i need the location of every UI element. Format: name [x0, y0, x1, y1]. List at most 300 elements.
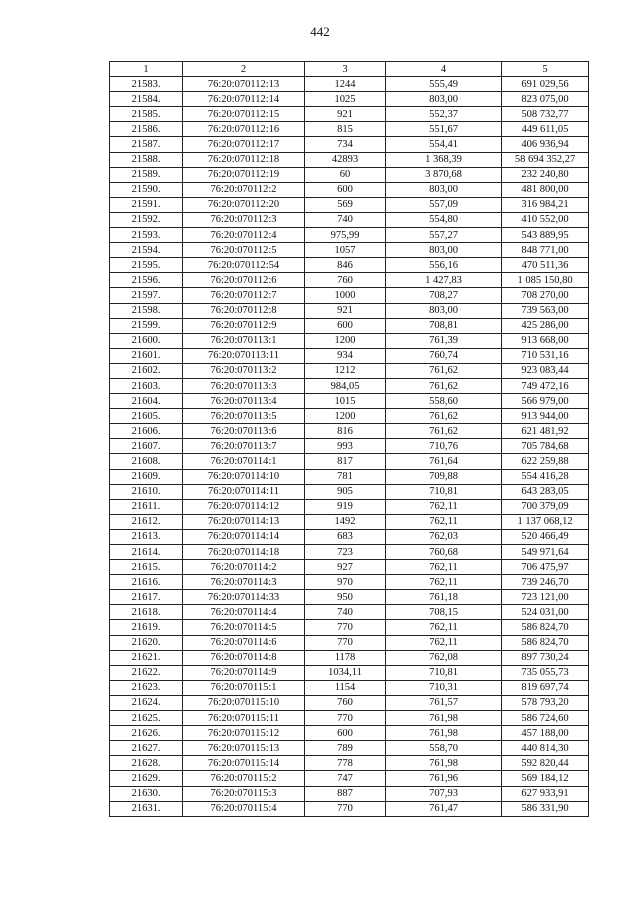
table-cell: 440 814,30 [502, 741, 589, 756]
table-cell: 410 552,00 [502, 212, 589, 227]
table-row [110, 469, 589, 484]
table-cell: 76:20:070114:14 [183, 529, 305, 544]
table-cell: 21594. [110, 243, 183, 258]
table-cell: 760,68 [386, 545, 502, 560]
table-cell: 710,31 [386, 680, 502, 695]
table-row [110, 590, 589, 605]
table-cell: 770 [305, 801, 386, 816]
column-header: 2 [183, 62, 305, 77]
column-header: 1 [110, 62, 183, 77]
table-row [110, 665, 589, 680]
table-cell: 803,00 [386, 182, 502, 197]
table-cell: 762,11 [386, 514, 502, 529]
table-cell: 770 [305, 711, 386, 726]
table-cell: 76:20:070114:4 [183, 605, 305, 620]
table-cell: 761,39 [386, 333, 502, 348]
table-row [110, 545, 589, 560]
table-cell: 710 531,16 [502, 348, 589, 363]
column-header: 4 [386, 62, 502, 77]
table-cell: 803,00 [386, 243, 502, 258]
table-cell: 710,81 [386, 665, 502, 680]
table-cell: 76:20:070114:3 [183, 575, 305, 590]
table-cell: 21631. [110, 801, 183, 816]
table-row [110, 529, 589, 544]
table-row [110, 363, 589, 378]
table-cell: 76:20:070114:13 [183, 514, 305, 529]
table-row [110, 152, 589, 167]
table-cell: 524 031,00 [502, 605, 589, 620]
table-cell: 739 246,70 [502, 575, 589, 590]
table-cell: 760 [305, 273, 386, 288]
table-row [110, 228, 589, 243]
table-cell: 762,11 [386, 575, 502, 590]
table-cell: 993 [305, 439, 386, 454]
table-cell: 21629. [110, 771, 183, 786]
table-row [110, 635, 589, 650]
table-row [110, 711, 589, 726]
table-cell: 600 [305, 182, 386, 197]
table-cell: 586 724,60 [502, 711, 589, 726]
table-cell: 21598. [110, 303, 183, 318]
table-row [110, 454, 589, 469]
table-cell: 21584. [110, 92, 183, 107]
table-cell: 683 [305, 529, 386, 544]
table-cell: 232 240,80 [502, 167, 589, 182]
table-cell: 76:20:070112:17 [183, 137, 305, 152]
table-cell: 21595. [110, 258, 183, 273]
table-row [110, 786, 589, 801]
table-row [110, 92, 589, 107]
table-row [110, 680, 589, 695]
table-cell: 76:20:070113:5 [183, 409, 305, 424]
table-cell: 76:20:070112:3 [183, 212, 305, 227]
table-cell: 984,05 [305, 378, 386, 393]
table-cell: 42893 [305, 152, 386, 167]
table-cell: 921 [305, 107, 386, 122]
table-cell: 761,96 [386, 771, 502, 786]
table-cell: 481 800,00 [502, 182, 589, 197]
table-cell: 789 [305, 741, 386, 756]
column-header: 5 [502, 62, 589, 77]
table-cell: 761,98 [386, 756, 502, 771]
table-cell: 586 331,90 [502, 801, 589, 816]
table-cell: 76:20:070112:13 [183, 77, 305, 92]
table-cell: 761,98 [386, 711, 502, 726]
table-cell: 905 [305, 484, 386, 499]
table-cell: 449 611,05 [502, 122, 589, 137]
table-cell: 761,57 [386, 695, 502, 710]
table-cell: 739 563,00 [502, 303, 589, 318]
table-cell: 21606. [110, 424, 183, 439]
table-cell: 76:20:070115:10 [183, 695, 305, 710]
page-number: 442 [310, 24, 330, 39]
table-cell: 76:20:070115:13 [183, 741, 305, 756]
table-cell: 76:20:070114:6 [183, 635, 305, 650]
table-cell: 76:20:070114:33 [183, 590, 305, 605]
table-cell: 21604. [110, 394, 183, 409]
table-cell: 740 [305, 212, 386, 227]
header-row [110, 62, 589, 77]
table-cell: 21583. [110, 77, 183, 92]
table-cell: 520 466,49 [502, 529, 589, 544]
table-cell: 21590. [110, 182, 183, 197]
table-cell: 897 730,24 [502, 650, 589, 665]
table-cell: 600 [305, 318, 386, 333]
table-row [110, 756, 589, 771]
table-cell: 586 824,70 [502, 620, 589, 635]
table-cell: 803,00 [386, 92, 502, 107]
table-cell: 554,41 [386, 137, 502, 152]
table-cell: 747 [305, 771, 386, 786]
table-cell: 21623. [110, 680, 183, 695]
table-cell: 823 075,00 [502, 92, 589, 107]
table-cell: 76:20:070113:7 [183, 439, 305, 454]
table-cell: 708,27 [386, 288, 502, 303]
table-cell: 781 [305, 469, 386, 484]
table-cell: 803,00 [386, 303, 502, 318]
table-cell: 316 984,21 [502, 197, 589, 212]
table-cell: 558,70 [386, 741, 502, 756]
table-cell: 708,81 [386, 318, 502, 333]
table-cell: 1 137 068,12 [502, 514, 589, 529]
table-cell: 21614. [110, 545, 183, 560]
table-cell: 740 [305, 605, 386, 620]
table-cell: 76:20:070115:12 [183, 726, 305, 741]
table-cell: 846 [305, 258, 386, 273]
table-cell: 1015 [305, 394, 386, 409]
table-cell: 761,62 [386, 378, 502, 393]
table-cell: 627 933,91 [502, 786, 589, 801]
table-cell: 1 085 150,80 [502, 273, 589, 288]
table-cell: 76:20:070113:2 [183, 363, 305, 378]
table-cell: 554 416,28 [502, 469, 589, 484]
table-row [110, 620, 589, 635]
table-cell: 76:20:070112:15 [183, 107, 305, 122]
table-row [110, 137, 589, 152]
table-cell: 21617. [110, 590, 183, 605]
table-cell: 778 [305, 756, 386, 771]
table-cell: 21588. [110, 152, 183, 167]
table-cell: 1200 [305, 333, 386, 348]
table-cell: 21621. [110, 650, 183, 665]
table-row [110, 499, 589, 514]
table-cell: 21607. [110, 439, 183, 454]
table-cell: 76:20:070114:10 [183, 469, 305, 484]
table-cell: 21619. [110, 620, 183, 635]
table-cell: 578 793,20 [502, 695, 589, 710]
table-cell: 762,11 [386, 620, 502, 635]
table-cell: 21586. [110, 122, 183, 137]
table-row [110, 303, 589, 318]
table-row [110, 695, 589, 710]
table-cell: 710,81 [386, 484, 502, 499]
table-row [110, 560, 589, 575]
table-cell: 934 [305, 348, 386, 363]
table-row [110, 258, 589, 273]
table-cell: 76:20:070112:19 [183, 167, 305, 182]
table-cell: 643 283,05 [502, 484, 589, 499]
table-cell: 76:20:070112:4 [183, 228, 305, 243]
table-cell: 762,03 [386, 529, 502, 544]
table-row [110, 167, 589, 182]
table-row [110, 801, 589, 816]
table-cell: 557,09 [386, 197, 502, 212]
table-row [110, 439, 589, 454]
table-row [110, 273, 589, 288]
table-cell: 761,98 [386, 726, 502, 741]
table-cell: 76:20:070112:7 [183, 288, 305, 303]
table-cell: 761,18 [386, 590, 502, 605]
table-cell: 622 259,88 [502, 454, 589, 469]
table-cell: 710,76 [386, 439, 502, 454]
table-cell: 21593. [110, 228, 183, 243]
table-row [110, 514, 589, 529]
table-row [110, 212, 589, 227]
table-cell: 508 732,77 [502, 107, 589, 122]
table-cell: 975,99 [305, 228, 386, 243]
table-cell: 723 121,00 [502, 590, 589, 605]
table-cell: 770 [305, 620, 386, 635]
table-cell: 21613. [110, 529, 183, 544]
table-cell: 21620. [110, 635, 183, 650]
table-cell: 21603. [110, 378, 183, 393]
table-cell: 21627. [110, 741, 183, 756]
table-cell: 927 [305, 560, 386, 575]
table-cell: 700 379,09 [502, 499, 589, 514]
table-cell: 21591. [110, 197, 183, 212]
table-cell: 913 944,00 [502, 409, 589, 424]
table-cell: 21599. [110, 318, 183, 333]
table-cell: 76:20:070114:1 [183, 454, 305, 469]
table-cell: 21618. [110, 605, 183, 620]
table-cell: 1 368,39 [386, 152, 502, 167]
table-cell: 76:20:070115:4 [183, 801, 305, 816]
table-cell: 76:20:070114:11 [183, 484, 305, 499]
table-cell: 919 [305, 499, 386, 514]
table-cell: 1154 [305, 680, 386, 695]
table-cell: 76:20:070113:11 [183, 348, 305, 363]
table-cell: 76:20:070114:12 [183, 499, 305, 514]
table-cell: 21602. [110, 363, 183, 378]
table-cell: 76:20:070112:2 [183, 182, 305, 197]
table-cell: 887 [305, 786, 386, 801]
table-cell: 770 [305, 635, 386, 650]
table-cell: 21625. [110, 711, 183, 726]
table-row [110, 741, 589, 756]
table-cell: 76:20:070112:8 [183, 303, 305, 318]
table-cell: 76:20:070112:20 [183, 197, 305, 212]
table-cell: 554,80 [386, 212, 502, 227]
table-cell: 21592. [110, 212, 183, 227]
table-row [110, 122, 589, 137]
table-cell: 566 979,00 [502, 394, 589, 409]
table-cell: 543 889,95 [502, 228, 589, 243]
data-table [109, 61, 589, 817]
table-cell: 569 184,12 [502, 771, 589, 786]
table-cell: 557,27 [386, 228, 502, 243]
table-cell: 708 270,00 [502, 288, 589, 303]
table-cell: 569 [305, 197, 386, 212]
table-cell: 76:20:070115:1 [183, 680, 305, 695]
table-cell: 21605. [110, 409, 183, 424]
table-cell: 76:20:070113:4 [183, 394, 305, 409]
table-cell: 21624. [110, 695, 183, 710]
table-cell: 21628. [110, 756, 183, 771]
table-row [110, 726, 589, 741]
table-cell: 708,15 [386, 605, 502, 620]
table-cell: 921 [305, 303, 386, 318]
table-cell: 950 [305, 590, 386, 605]
table-cell: 76:20:070112:5 [183, 243, 305, 258]
table-cell: 592 820,44 [502, 756, 589, 771]
table-cell: 817 [305, 454, 386, 469]
table-cell: 749 472,16 [502, 378, 589, 393]
table-cell: 76:20:070113:3 [183, 378, 305, 393]
table-cell: 815 [305, 122, 386, 137]
table-body [110, 77, 589, 817]
table-cell: 761,47 [386, 801, 502, 816]
table-cell: 709,88 [386, 469, 502, 484]
table-cell: 21600. [110, 333, 183, 348]
table-cell: 3 870,68 [386, 167, 502, 182]
table-cell: 21610. [110, 484, 183, 499]
table-cell: 549 971,64 [502, 545, 589, 560]
table-cell: 735 055,73 [502, 665, 589, 680]
table-row [110, 333, 589, 348]
table-cell: 21585. [110, 107, 183, 122]
table-cell: 723 [305, 545, 386, 560]
table-cell: 600 [305, 726, 386, 741]
table-cell: 762,11 [386, 560, 502, 575]
table-row [110, 243, 589, 258]
table-cell: 21611. [110, 499, 183, 514]
table-cell: 556,16 [386, 258, 502, 273]
table-cell: 21626. [110, 726, 183, 741]
table-cell: 558,60 [386, 394, 502, 409]
table-cell: 21615. [110, 560, 183, 575]
table-cell: 21608. [110, 454, 183, 469]
table-row [110, 107, 589, 122]
table-cell: 762,11 [386, 635, 502, 650]
table-row [110, 197, 589, 212]
table-row [110, 288, 589, 303]
table-row [110, 575, 589, 590]
table-cell: 76:20:070114:5 [183, 620, 305, 635]
table-cell: 819 697,74 [502, 680, 589, 695]
table-row [110, 348, 589, 363]
table-row [110, 771, 589, 786]
table-cell: 21601. [110, 348, 183, 363]
table-cell: 1034,11 [305, 665, 386, 680]
table-cell: 76:20:070114:9 [183, 665, 305, 680]
table-cell: 21609. [110, 469, 183, 484]
table-cell: 76:20:070112:16 [183, 122, 305, 137]
table-cell: 76:20:070112:9 [183, 318, 305, 333]
table-cell: 691 029,56 [502, 77, 589, 92]
table-cell: 76:20:070112:6 [183, 273, 305, 288]
table-cell: 76:20:070115:2 [183, 771, 305, 786]
table-cell: 913 668,00 [502, 333, 589, 348]
table-cell: 621 481,92 [502, 424, 589, 439]
table-cell: 760,74 [386, 348, 502, 363]
column-header: 3 [305, 62, 386, 77]
table-cell: 761,64 [386, 454, 502, 469]
table-cell: 761,62 [386, 363, 502, 378]
table-row [110, 484, 589, 499]
table-cell: 21597. [110, 288, 183, 303]
table-cell: 76:20:070114:2 [183, 560, 305, 575]
table-cell: 555,49 [386, 77, 502, 92]
table-cell: 761,62 [386, 409, 502, 424]
table-cell: 58 694 352,27 [502, 152, 589, 167]
table-cell: 76:20:070112:14 [183, 92, 305, 107]
table-cell: 1200 [305, 409, 386, 424]
table-cell: 762,11 [386, 499, 502, 514]
table-row [110, 650, 589, 665]
table-cell: 760 [305, 695, 386, 710]
table-cell: 552,37 [386, 107, 502, 122]
table-cell: 406 936,94 [502, 137, 589, 152]
table-cell: 76:20:070115:14 [183, 756, 305, 771]
table-cell: 76:20:070113:1 [183, 333, 305, 348]
table-cell: 923 083,44 [502, 363, 589, 378]
table-cell: 816 [305, 424, 386, 439]
table-row [110, 424, 589, 439]
table-row [110, 182, 589, 197]
table-cell: 1 427,83 [386, 273, 502, 288]
table-cell: 76:20:070114:8 [183, 650, 305, 665]
table-cell: 21616. [110, 575, 183, 590]
table-cell: 76:20:070115:3 [183, 786, 305, 801]
table-row [110, 318, 589, 333]
table-cell: 1000 [305, 288, 386, 303]
table-row [110, 409, 589, 424]
table-row [110, 378, 589, 393]
table-cell: 60 [305, 167, 386, 182]
table-cell: 76:20:070115:11 [183, 711, 305, 726]
table-cell: 21630. [110, 786, 183, 801]
table-cell: 551,67 [386, 122, 502, 137]
table-row [110, 77, 589, 92]
table-cell: 1025 [305, 92, 386, 107]
table-cell: 1492 [305, 514, 386, 529]
table-cell: 425 286,00 [502, 318, 589, 333]
table-cell: 848 771,00 [502, 243, 589, 258]
table-cell: 470 511,36 [502, 258, 589, 273]
table-cell: 21622. [110, 665, 183, 680]
table-cell: 707,93 [386, 786, 502, 801]
table-cell: 705 784,68 [502, 439, 589, 454]
table-cell: 76:20:070112:18 [183, 152, 305, 167]
table-row [110, 394, 589, 409]
table-cell: 76:20:070112:54 [183, 258, 305, 273]
table-cell: 1244 [305, 77, 386, 92]
table-cell: 457 188,00 [502, 726, 589, 741]
table-cell: 1178 [305, 650, 386, 665]
table-cell: 1057 [305, 243, 386, 258]
table-cell: 761,62 [386, 424, 502, 439]
table-cell: 76:20:070114:18 [183, 545, 305, 560]
table-cell: 21589. [110, 167, 183, 182]
table-cell: 970 [305, 575, 386, 590]
table-cell: 21587. [110, 137, 183, 152]
table-cell: 21596. [110, 273, 183, 288]
table-cell: 21612. [110, 514, 183, 529]
table-row [110, 605, 589, 620]
table-cell: 76:20:070113:6 [183, 424, 305, 439]
table-cell: 734 [305, 137, 386, 152]
table-cell: 1212 [305, 363, 386, 378]
